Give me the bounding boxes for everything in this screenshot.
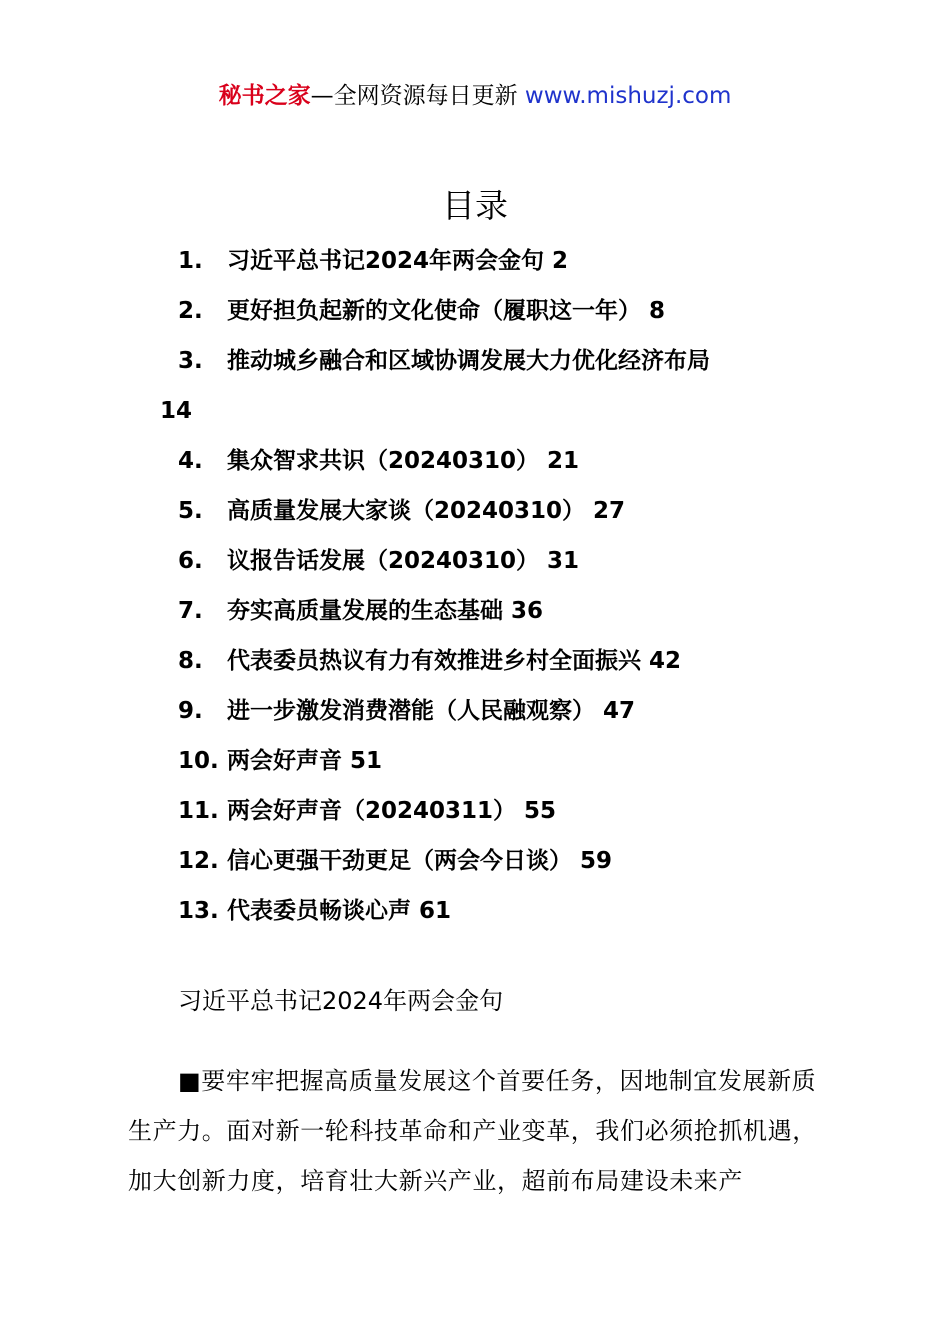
toc-title: 目录: [442, 186, 508, 225]
toc-item-number: 7.: [178, 598, 203, 624]
toc-item-number: 6.: [178, 548, 203, 574]
toc-item-10[interactable]: [0, 736, 950, 786]
toc-item-text: 议报告话发展（20240310） 31: [227, 548, 580, 574]
toc-item-text: 两会好声音（20240311） 55: [227, 798, 557, 824]
brand-name: 秘书之家: [218, 83, 311, 109]
toc-item-8[interactable]: [0, 636, 950, 686]
section-heading: 习近平总书记2024年两会金句: [178, 987, 504, 1015]
table-of-contents: [0, 236, 950, 936]
toc-item-number: 3.: [178, 348, 203, 374]
site-url-link[interactable]: www.mishuzj.com: [524, 83, 732, 109]
toc-item-4[interactable]: [0, 436, 950, 486]
toc-item-11[interactable]: [0, 786, 950, 836]
toc-item-text: 两会好声音 51: [227, 748, 383, 774]
toc-item-text: 代表委员热议有力有效推进乡村全面振兴 42: [227, 648, 682, 674]
toc-item-number: 5.: [178, 498, 203, 524]
toc-item-text: 更好担负起新的文化使命（履职这一年） 8: [227, 298, 666, 324]
toc-item-number: 4.: [178, 448, 203, 474]
toc-item-6[interactable]: [0, 536, 950, 586]
toc-item-text: 集众智求共识（20240310） 21: [227, 448, 580, 474]
site-header: [0, 80, 950, 112]
toc-item-page: 14: [160, 398, 193, 424]
toc-item-number: 12.: [178, 848, 219, 874]
toc-item-2[interactable]: [0, 286, 950, 336]
toc-item-9[interactable]: [0, 686, 950, 736]
toc-item-text: 习近平总书记2024年两会金句 2: [227, 248, 569, 274]
toc-item-number: 9.: [178, 698, 203, 724]
toc-item-3[interactable]: [0, 336, 950, 436]
toc-item-text: 夯实高质量发展的生态基础 36: [227, 598, 544, 624]
header-tagline: —全网资源每日更新: [310, 83, 518, 109]
toc-item-text: 高质量发展大家谈（20240310） 27: [227, 498, 626, 524]
toc-item-number: 8.: [178, 648, 203, 674]
toc-item-13[interactable]: [0, 886, 950, 936]
toc-item-text: 推动城乡融合和区域协调发展大力优化经济布局: [227, 348, 710, 374]
toc-item-1[interactable]: [0, 236, 950, 286]
toc-item-number: 10.: [178, 748, 219, 774]
toc-item-text: 信心更强干劲更足（两会今日谈） 59: [227, 848, 613, 874]
toc-item-5[interactable]: [0, 486, 950, 536]
toc-item-number: 2.: [178, 298, 203, 324]
toc-item-7[interactable]: [0, 586, 950, 636]
toc-item-number: 11.: [178, 798, 219, 824]
body-paragraph: ■要牢牢把握高质量发展这个首要任务，因地制宜发展新质生产力。面对新一轮科技革命和产业变革，我们必须抢抓机遇，加大创新力度，培育壮大新兴产业，超前布局建设未来产: [128, 1067, 817, 1195]
toc-item-number: 1.: [178, 248, 203, 274]
toc-item-text: 进一步激发消费潜能（人民融观察） 47: [227, 698, 636, 724]
toc-item-number: 13.: [178, 898, 219, 924]
toc-item-12[interactable]: [0, 836, 950, 886]
toc-item-text: 代表委员畅谈心声 61: [227, 898, 452, 924]
